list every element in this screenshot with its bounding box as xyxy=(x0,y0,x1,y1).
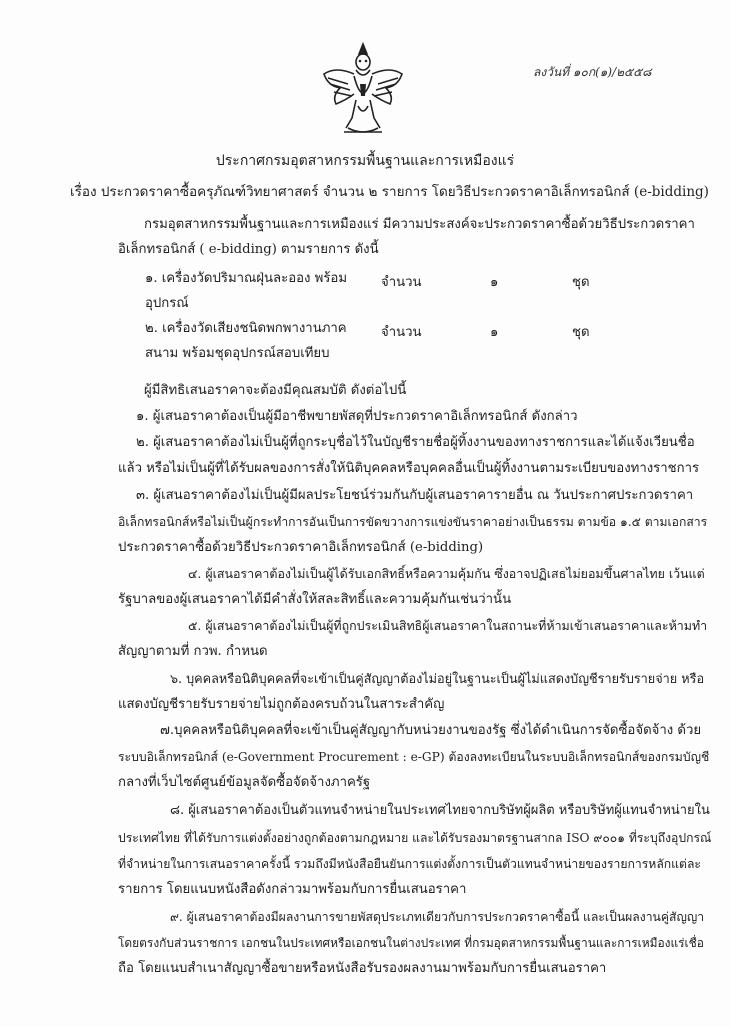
qualification-7-cont: ระบบอิเล็กทรอนิกส์ (e-Government Procurement : e-GP) ต้องลงทะเบียนในระบบอิเล็กทรอนิกส์ของกรมบัญชี xyxy=(118,750,710,764)
qualification-6-cont: แสดงบัญชีรายรับรายจ่ายไม่ถูกต้องครบถ้วนในสาระสำคัญ xyxy=(118,697,445,712)
qualification-4: ๔. ผู้เสนอราคาต้องไม่เป็นผู้ได้รับเอกสิทธิ์หรือความคุ้มกัน ซึ่งอาจปฏิเสธไม่ยอมขึ้นศาลไทย เว้นแต่ xyxy=(188,566,705,581)
qualification-9-cont: ถือ โดยแนบสำเนาสัญญาซื้อขายหรือหนังสือรับรองผลงานมาพร้อมกับการยื่นเสนอราคา xyxy=(118,961,607,976)
qualification-8: ๘. ผู้เสนอราคาต้องเป็นตัวแทนจำหน่ายในประเทศไทยจากบริษัทผู้ผลิต หรือบริษัทผู้แทนจำหน่ายใน xyxy=(170,803,710,818)
qualification-2-cont: แล้ว หรือไม่เป็นผู้ที่ได้รับผลของการสั่งให้นิติบุคคลหรือบุคคลอื่นเป็นผู้ทิ้งงานตามระเบียบของทางราชการ xyxy=(118,461,700,476)
qualification-9: ๙. ผู้เสนอราคาต้องมีผลงานการขายพัสดุประเภทเดียวกับการประกวดราคาซื้อนี้ และเป็นผลงานคู่สัญญา xyxy=(170,910,705,924)
qualification-5: ๕. ผู้เสนอราคาต้องไม่เป็นผู้ที่ถูกประเมินสิทธิผู้เสนอราคาในสถานะที่ห้ามเข้าเสนอราคาและห้ามทำ xyxy=(188,618,708,633)
item-unit: ชุด xyxy=(572,325,590,340)
qualification-5-cont: สัญญาตามที่ กวพ. กำหนด xyxy=(118,644,268,659)
qualification-7-cont: กลางที่เว็บไซต์ศูนย์ข้อมูลจัดซื้อจัดจ้างภาครัฐ xyxy=(118,775,371,790)
qualification-4-cont: รัฐบาลของผู้เสนอราคาได้มีคำสั่งให้สละสิทธิ์และความคุ้มกันเช่นว่านั้น xyxy=(118,592,512,607)
intro-line: กรมอุตสาหกรรมพื้นฐานและการเหมืองแร่ มีความประสงค์จะประกวดราคาซื้อด้วยวิธีประกวดราคา xyxy=(144,217,695,232)
garuda-emblem-icon xyxy=(318,40,408,140)
reference-number: ลงวันที่ ๑๐ก(๑)/๒๕๕๘ xyxy=(533,65,652,79)
item-name-cont: อุปกรณ์ xyxy=(145,296,189,311)
announcement-subject: เรื่อง ประกวดราคาซื้อครุภัณฑ์วิทยาศาสตร์ จำนวน ๒ รายการ โดยวิธีประกวดราคาอิเล็กทรอนิกส์ (e-bidding) xyxy=(70,184,709,200)
qualification-2: ๒. ผู้เสนอราคาต้องไม่เป็นผู้ที่ถูกระบุชื่อไว้ในบัญชีรายชื่อผู้ทิ้งงานของทางราชการและได้แจ้งเวียนชื่อ xyxy=(136,435,695,450)
item-qty-label: จำนวน xyxy=(381,325,422,340)
item-qty: ๑ xyxy=(490,325,499,340)
qualification-3-cont: อิเล็กทรอนิกส์หรือไม่เป็นผู้กระทำการอันเป็นการขัดขวางการแข่งขันราคาอย่างเป็นธรรม ตามข้อ ๑.๕ ตามเอกสาร xyxy=(118,515,708,529)
item-qty-label: จำนวน xyxy=(381,275,422,290)
item-qty: ๑ xyxy=(490,275,499,290)
intro-line: อิเล็กทรอนิกส์ ( e-bidding) ตามรายการ ดังนี้ xyxy=(118,242,379,257)
announcement-title: ประกาศกรมอุตสาหกรรมพื้นฐานและการเหมืองแร่ xyxy=(215,153,515,169)
item-name: ๒. เครื่องวัดเสียงชนิดพกพางานภาค xyxy=(145,321,347,336)
qualifications-heading: ผู้มีสิทธิเสนอราคาจะต้องมีคุณสมบัติ ดังต่อไปนี้ xyxy=(144,383,407,398)
qualification-3: ๓. ผู้เสนอราคาต้องไม่เป็นผู้มีผลประโยชน์ร่วมกันกับผู้เสนอราคารายอื่น ณ วันประกาศประกวดราคา xyxy=(136,488,694,503)
qualification-1: ๑. ผู้เสนอราคาต้องเป็นผู้มีอาชีพขายพัสดุที่ประกวดราคาอิเล็กทรอนิกส์ ดังกล่าว xyxy=(136,409,578,424)
item-unit: ชุด xyxy=(572,275,590,290)
qualification-6: ๖. บุคคลหรือนิติบุคคลที่จะเข้าเป็นคู่สัญญาต้องไม่อยู่ในฐานะเป็นผู้ไม่แสดงบัญชีรายรับรายจ่าย หรือ xyxy=(170,671,705,686)
qualification-8-cont: รายการ โดยแนบหนังสือดังกล่าวมาพร้อมกับการยื่นเสนอราคา xyxy=(118,882,467,897)
qualification-3-cont: ประกวดราคาซื้อด้วยวิธีประกวดราคาอิเล็กทรอนิกส์ (e-bidding) xyxy=(118,540,484,555)
qualification-7: ๗.บุคคลหรือนิติบุคคลที่จะเข้าเป็นคู่สัญญากับหน่วยงานของรัฐ ซึ่งได้ดำเนินการจัดซื้อจัดจ้าง ด้วย xyxy=(160,723,702,738)
item-name-cont: สนาม พร้อมชุดอุปกรณ์สอบเทียบ xyxy=(145,346,330,361)
qualification-8-cont: ที่จำหน่ายในการเสนอราคาครั้งนี้ รวมถึงมีหนังสือยืนยันการแต่งตั้งการเป็นตัวแทนจำหน่ายของรายการหลักแต่ละ xyxy=(118,857,701,871)
item-name: ๑. เครื่องวัดปริมาณฝุ่นละออง พร้อม xyxy=(145,271,348,286)
qualification-8-cont: ประเทศไทย ที่ได้รับการแต่งตั้งอย่างถูกต้องตามกฎหมาย และได้รับรองมาตรฐานสากล ISO ๙๐๐๑ ที่ระบุถึงอุปกรณ์ xyxy=(118,831,712,845)
qualification-9-cont: โดยตรงกับส่วนราชการ เอกชนในประเทศหรือเอกชนในต่างประเทศ ที่กรมอุตสาหกรรมพื้นฐานและการเหมืองแร่เชื่อ xyxy=(118,936,704,950)
